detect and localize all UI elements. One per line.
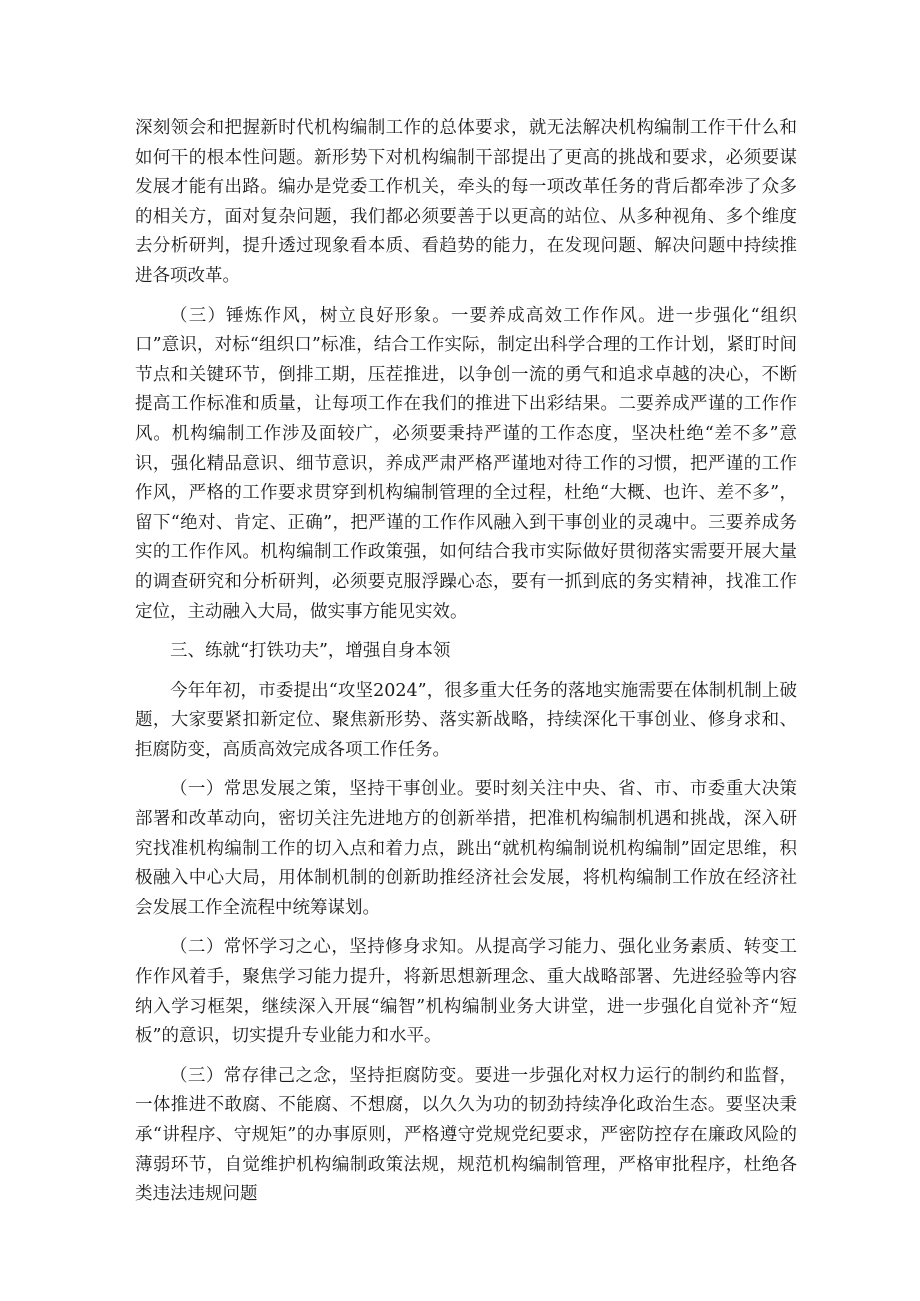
paragraph-requirements: 深刻领会和把握新时代机构编制工作的总体要求，就无法解决机构编制工作干什么和如何干的根本性问题。新形势下对机构编制干部提出了更高的挑战和要求，必须要谋发展才能有出路。编办是党委工作机关，牵头的每一项改革任务的背后都牵涉了众多的相关方，面对复杂问题，我们都必须要善于以更高的站位、从多种视角、多个维度去分析研判，提升透过现象看本质、看趋势的能力，在发现问题、解决问题中持续推进各项改革。 [135,118,797,286]
document-body [135,114,797,1220]
paragraph-section-intro: 今年年初，市委提出“攻坚2024”，很多重大任务的落地实施需要在体制机制上破题，大家要紧扣新定位、聚焦新形势、落实新战略，持续深化干事创业、修身求和、拒腐防变，高质高效完成各项工作任务。 [135,680,797,760]
paragraph-development: （一）常思发展之策，坚持干事创业。要时刻关注中央、省、市、市委重大决策部署和改革动向，密切关注先进地方的创新举措，把准机构编制机遇和挑战，深入研究找准机构编制工作的切入点和着力点，跳出“就机构编制说机构编制”固定思维，积极融入中心大局，用体制机制的创新助推经济社会发展，将机构编制工作放在经济社会发展工作全流程中统筹谋划。 [135,779,797,918]
section-heading-three: 三、练就“打铁功夫”，增强自身本领 [170,641,451,662]
paragraph-learning: （二）常怀学习之心，坚持修身求知。从提高学习能力、强化业务素质、转变工作作风着手，聚焦学习能力提升，将新思想新理念、重大战略部署、先进经验等内容纳入学习框架，继续深入开展“编智”机构编制业务大讲堂，进一步强化自觉补齐“短板”的意识，切实提升专业能力和水平。 [135,937,797,1047]
paragraph-style-refinement: （三）锤炼作风，树立良好形象。一要养成高效工作作风。进一步强化“组织口”意识，对标“组织口”标准，结合工作实际，制定出科学合理的工作计划，紧盯时间节点和关键环节，倒排工期，压茬推进，以争创一流的勇气和追求卓越的决心，不断提高工作标准和质量，让每项工作在我们的推进下出彩结果。二要养成严谨的工作作风。机构编制工作涉及面较广，必须要秉持严谨的工作态度，坚决杜绝“差不多”意识，强化精品意识、细节意识，养成严肃严格严谨地对待工作的习惯，把严谨的工作作风，严格的工作要求贯穿到机构编制管理的全过程，杜绝“大概、也许、差不多”，留下“绝对、肯定、正确”，把严谨的工作作风融入到干事创业的灵魂中。三要养成务实的工作作风。机构编制工作政策强，如何结合我市实际做好贯彻落实需要开展大量的调查研究和分析研判，必须要克服浮躁心态，要有一抓到底的务实精神，找准工作定位，主动融入大局，做实事方能见实效。 [135,305,797,622]
paragraph-self-discipline: （三）常存律己之念，坚持拒腐防变。要进一步强化对权力运行的制约和监督，一体推进不敢腐、不能腐、不想腐，以久久为功的韧劲持续净化政治生态。要坚决秉承“讲程序、守规矩”的办事原则，严格遵守党规党纪要求，严密防控存在廉政风险的薄弱环节，自觉维护机构编制政策法规，规范机构编制管理，严格审批程序，杜绝各类违法违规问题 [135,1065,797,1205]
